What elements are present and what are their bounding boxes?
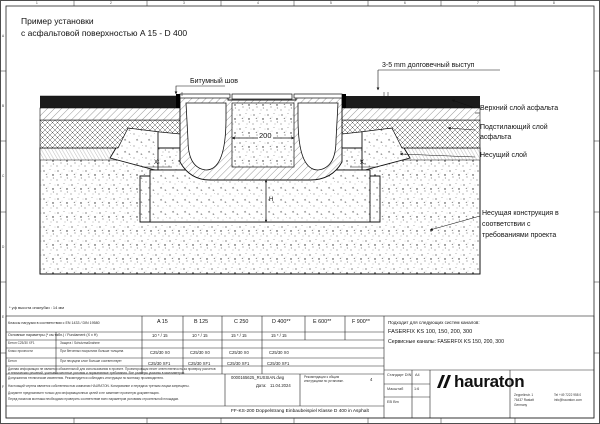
drainage-cross-section — [40, 92, 480, 274]
border-col-8: 8 — [553, 0, 555, 5]
border-row-c: C — [2, 174, 5, 178]
border-row-e: E — [2, 315, 5, 319]
row-a-label: Бетон C25/30 XF1 — [8, 341, 35, 345]
bitumen-seam-left — [176, 94, 180, 108]
border-row-b: B — [2, 104, 5, 108]
concrete-d400-xf1: C25/30 XF1 — [267, 361, 290, 366]
channel-cavity-right — [298, 103, 338, 170]
concrete-b125-x0: C25/30 X0 — [190, 350, 210, 355]
top-asphalt-left — [40, 96, 180, 108]
border-col-3: 3 — [183, 0, 185, 5]
callout-bitumen-seam: Битумный шов — [190, 78, 239, 85]
border-col-6: 6 — [404, 0, 406, 5]
dims-c250: 15 * / 15 — [231, 333, 247, 338]
compatible-systems-list: FASERFIX KS 100, 150, 200, 300 — [388, 329, 473, 335]
dims-b125: 10 * / 15 — [192, 333, 208, 338]
load-class-f900: F 900** — [352, 319, 370, 325]
email-address: info@hauraton.com — [554, 398, 582, 402]
row-b-note: При несущем слое больше соответствует — [60, 359, 122, 363]
drawing-caption: FF-KS-200 Doppelstrang Einbaubeispiel Klasse D 400 in Asphalt — [231, 409, 369, 414]
load-class-c250: C 250 — [234, 319, 249, 325]
concrete-d400-x0: C25/30 X0 — [269, 350, 289, 355]
border-row-a: A — [2, 34, 5, 38]
callout-underlying-asphalt-line-1: Подстилающий слой — [480, 124, 548, 131]
load-class-b125: B 125 — [194, 319, 209, 325]
underlying-asphalt-left — [40, 120, 180, 148]
disclaimer-line-4: Настоящий чертеж является собственностью компании HAURATON. Копирование и передача третьим лицам запрещены. — [8, 384, 190, 388]
dimensions-row-label: Основные параметры (* см.табл.) / Fundament (X x H) — [8, 333, 98, 337]
page-number: 4 — [370, 377, 373, 382]
disclaimer-line-5: Документ предназначен только для информационных целей и не заменяет проектную документацию. — [8, 391, 160, 395]
border-row-f: F — [2, 385, 4, 389]
scale-label: Масштаб — [387, 387, 404, 391]
callout-support-line-1: Несущая конструкция в — [482, 210, 559, 217]
dimension-label-200: 200 — [259, 131, 272, 140]
border-col-2: 2 — [110, 0, 112, 5]
dimension-label-h: H — [269, 197, 274, 203]
load-class-d400: D 400** — [272, 319, 291, 325]
drawing-title-line-1: Пример установки — [21, 16, 94, 26]
border-row-d: D — [2, 245, 5, 249]
scale-value: 1:6 — [414, 387, 420, 391]
row-a-sub: Защита / Schutzmaßnahme — [60, 341, 100, 345]
disclaimer-line-6: Перед началом монтажа необходимо проверить соответствие всех параметров условиям строительной площадки. — [8, 397, 180, 401]
standard-value: A4 — [415, 373, 420, 377]
callout-support-line-2: соответствии с — [482, 221, 531, 228]
border-col-5: 5 — [330, 0, 332, 5]
compatible-systems-heading: Подходит для следующих систем каналов: — [388, 320, 480, 325]
address-line-3: Germany — [514, 403, 528, 407]
row-b-label: Класс прочности — [8, 349, 33, 353]
concrete-a15-xf1: C25/30 XF1 — [148, 361, 171, 366]
top-asphalt-right — [342, 96, 480, 108]
dims-d400: 15 * / 15 — [271, 333, 287, 338]
callout-top-asphalt: Верхний слой асфальта — [480, 105, 559, 112]
dimension-label-x-right: X — [360, 160, 365, 166]
formwork-footnote: * уф высота опалубки : 14 мм — [9, 305, 64, 310]
dimension-label-x-left: X — [154, 160, 159, 166]
concrete-c250-xf1: C25/30 XF1 — [227, 361, 250, 366]
callout-bearing-layer: Несущий слой — [480, 152, 527, 159]
grating-right — [294, 94, 342, 98]
format-label: EB Bm — [387, 400, 399, 404]
date-label: Дата: — [256, 383, 267, 388]
hauraton-logo-icon — [436, 374, 452, 389]
hauraton-logo-text: hauraton — [454, 372, 525, 391]
row-c-label: Бетон — [8, 359, 17, 363]
service-channels-list: Сервисные каналы: FASERFIX KS 150, 200, 300 — [388, 339, 504, 345]
disclaimer-line-3: Допускаются технические изменения. Рекомендуется соблюдать инструкции по монтажу производителя. — [8, 376, 164, 380]
date-value: 11.04.2024 — [270, 383, 291, 388]
callout-support-line-3: требованиями проекта — [482, 232, 557, 239]
table-header-label: Классы нагрузки в соответствии с EN 1433 / DIN 19580 — [8, 321, 100, 325]
disclaimer-line-2: и технических решений, учитывая местные условия и нормативные требования. Все размеры указаны в миллиметрах. — [8, 371, 186, 375]
address-line-1: Zeppelinstr. 1 — [514, 393, 534, 397]
document-number: 0000165625_RUSSIAN.dwg — [231, 375, 285, 380]
row-a-note: При бетонных покрытиях больше толщина — [60, 349, 124, 353]
bitumen-seam-right — [342, 94, 346, 108]
border-col-4: 4 — [257, 0, 259, 5]
concrete-b125-xf1: C25/30 XF1 — [188, 361, 211, 366]
phone-number: Tel +49 7222 958 0 — [554, 393, 582, 397]
disclaimer-line-1: Данная информация не является обязательной для использования в проекте. Проектировщик несет ответственность за проверку расчетов — [8, 367, 216, 371]
grating-left — [180, 94, 230, 98]
standard-label: Стандарт DIN — [387, 373, 412, 377]
border-col-1: 1 — [36, 0, 38, 5]
load-class-e600: E 600** — [313, 319, 332, 325]
channel-cavity-left — [186, 103, 226, 170]
recommendation-line-2: инструкциям по установке. — [304, 379, 344, 383]
concrete-c250-x0: C25/30 X0 — [229, 350, 249, 355]
load-class-a15: A 15 — [157, 319, 168, 325]
callout-underlying-asphalt-line-2: асфальта — [480, 134, 512, 141]
border-col-7: 7 — [477, 0, 479, 5]
callout-ledge: 3-5 mm долговечный выступ — [382, 62, 475, 69]
concrete-a15-x0: C25/30 X0 — [150, 350, 170, 355]
address-line-2: 76437 Rastatt — [514, 398, 534, 402]
recommendation-line-1: Рекомендации к общим — [304, 375, 340, 379]
drawing-title-line-2: с асфальтовой поверхностью A 15 - D 400 — [21, 28, 188, 38]
dims-a15: 10 * / 15 — [152, 333, 168, 338]
